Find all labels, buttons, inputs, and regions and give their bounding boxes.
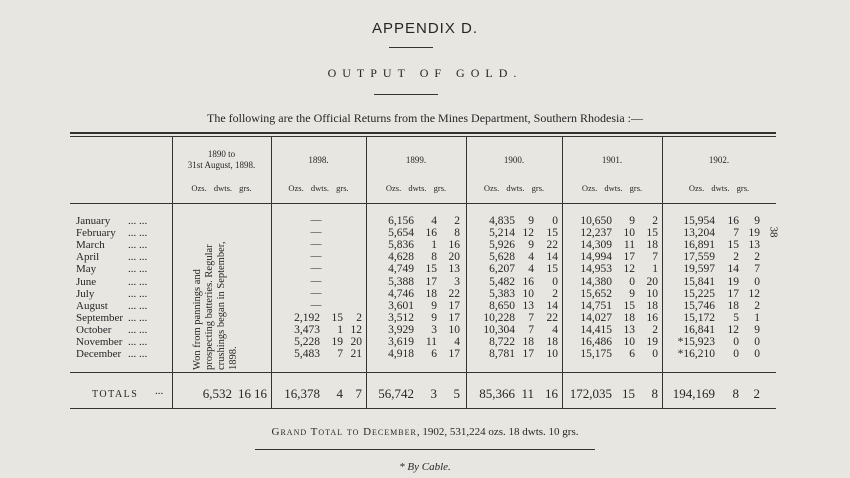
month-label	[76, 288, 170, 300]
early-output-note-text: Won from pannings and prospecting batteries. Regular crushings began in September, 1898.	[192, 241, 239, 370]
table-cell: 3,473	[294, 323, 320, 336]
table-cell: 17	[448, 299, 460, 312]
table-cell: 14	[546, 251, 558, 264]
table-cell: 4	[528, 251, 534, 264]
units-header: Ozs. dwts. grs.	[191, 183, 252, 193]
totals-dots: ...	[155, 385, 164, 397]
month-label	[76, 324, 170, 336]
table-cell: 12	[748, 287, 760, 300]
empty-dash: —	[310, 298, 322, 311]
table-cell: 3,929	[388, 323, 414, 336]
table-cell: 7	[652, 251, 658, 264]
month-name: September	[76, 311, 124, 324]
empty-dash: —	[310, 286, 322, 299]
table-cell: 3,619	[388, 336, 414, 348]
table-cell: 15,841	[683, 275, 715, 288]
table-cell: 16,841	[683, 323, 715, 336]
column-header: 1898.	[308, 154, 329, 165]
table-cell: 14,380	[580, 275, 612, 288]
month-label	[76, 312, 170, 324]
table-cell: 18	[727, 299, 739, 312]
table-cell: 2	[652, 215, 658, 227]
row-dots: ... ...	[128, 275, 148, 288]
table-cell: 1	[754, 311, 760, 324]
row-dots: ... ...	[128, 299, 148, 312]
grand-total	[0, 426, 850, 438]
month-label	[76, 215, 170, 227]
table-cell: 14,953	[580, 263, 612, 276]
table-cell: 5	[733, 311, 739, 324]
table-cell: 5,628	[489, 251, 515, 264]
total-cell: 8	[651, 386, 658, 401]
page-number: 38	[767, 226, 780, 238]
column-header: 1900.	[503, 154, 525, 165]
table-cell: 18	[623, 311, 635, 324]
table-cell: 16	[727, 215, 739, 227]
table-cell: 11	[425, 336, 437, 348]
table-cell: 13	[748, 239, 760, 252]
total-cell: 16,378	[284, 386, 320, 401]
month-name: June	[76, 275, 97, 288]
table-cell: 13	[448, 263, 460, 276]
total-cell: 7	[355, 386, 362, 401]
empty-dash: —	[310, 214, 322, 226]
table-cell: 7	[337, 348, 343, 361]
row-dots: ... ...	[128, 348, 148, 361]
month-label	[76, 348, 170, 360]
table-cell: 15,746	[683, 299, 715, 312]
table-cell: 18	[425, 287, 437, 300]
month-name: April	[76, 251, 100, 264]
table-cell: 18	[646, 299, 658, 312]
table-cell: 9	[528, 239, 534, 252]
table-cell: 18	[546, 336, 558, 348]
table-cell: 15	[546, 263, 558, 276]
table-cell: 0	[552, 275, 558, 288]
table-cell: 8,781	[489, 348, 515, 361]
table-cell: 4,835	[489, 215, 515, 227]
table-cell: 9	[431, 311, 437, 324]
table-cell: 2	[552, 287, 558, 300]
table-cell: 14,994	[580, 251, 612, 264]
table-bottom-rule	[70, 408, 776, 409]
total-cell: 194,169	[672, 386, 715, 401]
column-header: 1902.	[708, 154, 730, 165]
table-cell: 9	[754, 323, 760, 336]
row-dots: ... ...	[128, 251, 148, 264]
units-header: Ozs. dwts. grs.	[385, 183, 447, 193]
units-header: Ozs. dwts. grs.	[581, 183, 643, 193]
total-cell: 3	[430, 386, 437, 401]
table-cell: 17	[448, 348, 460, 361]
month-name: October	[76, 323, 112, 336]
table-cell: 7	[733, 227, 739, 240]
table-cell: 19	[331, 336, 343, 348]
table-cell: 20	[646, 275, 658, 288]
table-cell: 12	[727, 323, 739, 336]
table-cell: 14,415	[580, 323, 612, 336]
total-cell: 4	[336, 386, 343, 401]
table-cell: 10,304	[483, 323, 515, 336]
table-cell: 4,749	[388, 263, 414, 276]
row-dots: ... ...	[128, 336, 148, 348]
footnote: * By Cable.	[399, 461, 451, 473]
table-cell: 4,746	[388, 287, 414, 300]
table-cell: 16	[425, 227, 437, 240]
column-header: 1899.	[405, 154, 427, 165]
table-cell: 1	[652, 263, 658, 276]
table-cell: 10,650	[580, 215, 612, 227]
table-cell: 15	[331, 311, 343, 324]
table-cell: 3	[454, 275, 460, 288]
table-cell: 2	[754, 299, 760, 312]
row-dots: ... ...	[128, 263, 148, 276]
total-cell: 172,035	[569, 386, 612, 401]
table-cell: 5,383	[489, 287, 515, 300]
month-label	[76, 251, 170, 263]
table-cell: 10	[623, 227, 635, 240]
total-cell: 15	[622, 386, 635, 401]
month-label	[76, 336, 170, 348]
month-name: March	[76, 239, 105, 252]
units-header: Ozs. dwts. grs.	[288, 183, 349, 193]
table-subtitle: OUTPUT OF GOLD.	[327, 66, 523, 80]
table-cell: 13	[623, 323, 635, 336]
table-cell: 16	[522, 275, 534, 288]
table-cell: 4	[528, 263, 534, 276]
totals-label: TOTALS	[92, 389, 139, 400]
table-cell: 15	[646, 227, 658, 240]
month-label	[76, 239, 170, 251]
row-dots: ... ...	[128, 227, 148, 240]
table-cell: 1	[431, 239, 437, 252]
month-name: January	[76, 215, 111, 227]
table-cell: 3,512	[388, 311, 414, 324]
table-cell: 5,228	[294, 336, 320, 348]
intro-text: The following are the Official Returns from the Mines Department, Southern Rhodesia :—	[206, 111, 643, 125]
table-cell: 13,204	[683, 227, 715, 240]
early-output-note	[186, 214, 246, 370]
table-top-rule-thin	[70, 136, 776, 137]
empty-dash: —	[310, 226, 322, 239]
table-cell: 12	[350, 323, 362, 336]
table-cell: 9	[528, 215, 534, 227]
table-cell: 9	[754, 215, 760, 227]
table-cell: 6	[431, 348, 437, 361]
month-label	[76, 300, 170, 312]
table-cell: 16	[448, 239, 460, 252]
table-cell: 1	[337, 323, 343, 336]
empty-dash: —	[310, 238, 322, 251]
table-cell: 4,918	[388, 348, 414, 361]
table-cell: 14	[727, 263, 739, 276]
table-cell: 17	[448, 311, 460, 324]
table-cell: 15	[425, 263, 437, 276]
table-cell: 14,027	[580, 311, 612, 324]
table-cell: 21	[350, 348, 362, 361]
table-cell: 16,486	[580, 336, 612, 348]
table-cell: 10	[623, 336, 635, 348]
table-cell: *16,210	[677, 348, 715, 361]
table-cell: 3,601	[388, 299, 414, 312]
table-cell: 15,225	[683, 287, 715, 300]
row-dots: ... ...	[128, 311, 148, 324]
table-cell: 2	[652, 323, 658, 336]
table-cell: 0	[733, 348, 739, 361]
total-cell: 11	[521, 386, 534, 401]
row-dots: ... ...	[128, 215, 148, 227]
table-cell: 17,559	[683, 251, 715, 264]
column-header: 1890 to 31st August, 1898.	[187, 149, 256, 170]
header-rule	[70, 203, 776, 204]
table-cell: 12	[623, 263, 635, 276]
row-dots: ... ...	[128, 287, 148, 300]
units-header: Ozs. dwts. grs.	[483, 183, 545, 193]
table-cell: 9	[629, 215, 635, 227]
table-cell: 6,156	[388, 215, 414, 227]
table-cell: 3	[431, 323, 437, 336]
total-cell: 16	[545, 386, 558, 401]
table-cell: 20	[350, 336, 362, 348]
table-cell: 5,214	[489, 227, 515, 240]
table-cell: 17	[522, 348, 534, 361]
table-cell: 17	[425, 275, 437, 288]
table-cell: 7	[528, 323, 534, 336]
table-cell: 10	[646, 287, 658, 300]
total-cell: 5	[453, 386, 460, 401]
table-cell: 10	[522, 287, 534, 300]
table-cell: 0	[733, 336, 739, 348]
table-cell: 7	[528, 311, 534, 324]
table-cell: 5,482	[489, 275, 515, 288]
table-cell: 19	[727, 275, 739, 288]
table-cell: 7	[754, 263, 760, 276]
total-cell: 6,532	[202, 386, 232, 401]
table-cell: 9	[431, 299, 437, 312]
total-cell: 8	[732, 386, 739, 401]
table-cell: 15,175	[580, 348, 612, 361]
table-cell: 11	[623, 239, 635, 252]
empty-dash: —	[310, 274, 322, 287]
empty-dash: —	[310, 250, 322, 263]
subtitle-rule	[374, 94, 438, 95]
table-cell: 20	[448, 251, 460, 264]
grand-total-label: Grand Total to December	[271, 426, 417, 438]
table-cell: 14,309	[580, 239, 612, 252]
table-cell: 15,954	[683, 215, 715, 227]
table-cell: 18	[522, 336, 534, 348]
month-name: May	[76, 263, 97, 276]
table-cell: 2	[733, 251, 739, 264]
table-cell: 0	[754, 275, 760, 288]
table-cell: 5,483	[294, 348, 320, 361]
table-cell: 10,228	[483, 311, 515, 324]
month-name: February	[76, 227, 116, 240]
total-cell: 85,366	[479, 386, 515, 401]
table-cell: 10	[546, 348, 558, 361]
title-rule	[389, 47, 433, 48]
table-cell: 19	[748, 227, 760, 240]
table-cell: 4	[552, 323, 558, 336]
table-cell: 4	[431, 215, 437, 227]
table-cell: 15,652	[580, 287, 612, 300]
table-cell: 14	[546, 299, 558, 312]
table-cell: 2	[356, 311, 362, 324]
table-cell: 15	[623, 299, 635, 312]
footer-rule	[255, 449, 595, 450]
month-label	[76, 276, 170, 288]
table-cell: *15,923	[677, 336, 715, 348]
table-cell: 22	[448, 287, 460, 300]
total-cell: 56,742	[378, 386, 414, 401]
month-name: November	[76, 336, 123, 348]
table-cell: 16	[646, 311, 658, 324]
table-cell: 5,388	[388, 275, 414, 288]
table-cell: 16,891	[683, 239, 715, 252]
units-header: Ozs. dwts. grs.	[688, 183, 750, 193]
table-cell: 2,192	[294, 311, 320, 324]
row-dots: ... ...	[128, 323, 148, 336]
appendix-title: APPENDIX D.	[371, 20, 479, 37]
row-dots: ... ...	[128, 239, 148, 252]
table-cell: 0	[652, 348, 658, 361]
table-cell: 9	[629, 287, 635, 300]
month-name: July	[76, 287, 95, 300]
month-name: December	[76, 348, 122, 361]
table-cell: 15,172	[683, 311, 715, 324]
table-cell: 8	[431, 251, 437, 264]
table-cell: 17	[727, 287, 739, 300]
table-cell: 12	[522, 227, 534, 240]
table-cell: 4,628	[388, 251, 414, 264]
column-header: 1901.	[601, 154, 623, 165]
totals-rule	[70, 372, 776, 373]
table-cell: 15	[546, 227, 558, 240]
table-cell: 0	[552, 215, 558, 227]
table-cell: 15	[727, 239, 739, 252]
table-cell: 13	[522, 299, 534, 312]
grand-total-value: , 1902, 531,224 ozs. 18 dwts. 10 grs.	[416, 426, 579, 438]
table-cell: 0	[754, 348, 760, 361]
table-cell: 5,654	[388, 227, 414, 240]
month-label	[76, 227, 170, 239]
total-cell: 16	[254, 386, 267, 401]
table-cell: 6	[629, 348, 635, 361]
table-cell: 10	[448, 323, 460, 336]
month-name: August	[76, 299, 108, 312]
empty-dash: —	[310, 262, 322, 275]
table-cell: 0	[754, 336, 760, 348]
table-cell: 18	[646, 239, 658, 252]
total-cell: 2	[753, 386, 760, 401]
table-cell: 12,237	[580, 227, 612, 240]
table-cell: 5,926	[489, 239, 515, 252]
table-cell: 8	[454, 227, 460, 240]
table-cell: 2	[754, 251, 760, 264]
table-cell: 6,207	[489, 263, 515, 276]
table-cell: 17	[623, 251, 635, 264]
table-cell: 4	[454, 336, 460, 348]
table-top-rule	[70, 132, 776, 134]
month-label	[76, 263, 170, 275]
table-cell: 22	[546, 311, 558, 324]
table-cell: 8,722	[489, 336, 515, 348]
table-cell: 0	[629, 275, 635, 288]
table-cell: 8,650	[489, 299, 515, 312]
table-cell: 19	[646, 336, 658, 348]
table-cell: 14,751	[580, 299, 612, 312]
table-cell: 22	[546, 239, 558, 252]
table-cell: 19,597	[683, 263, 715, 276]
total-cell: 16	[238, 386, 251, 401]
table-cell: 2	[454, 215, 460, 227]
table-cell: 5,836	[388, 239, 414, 252]
